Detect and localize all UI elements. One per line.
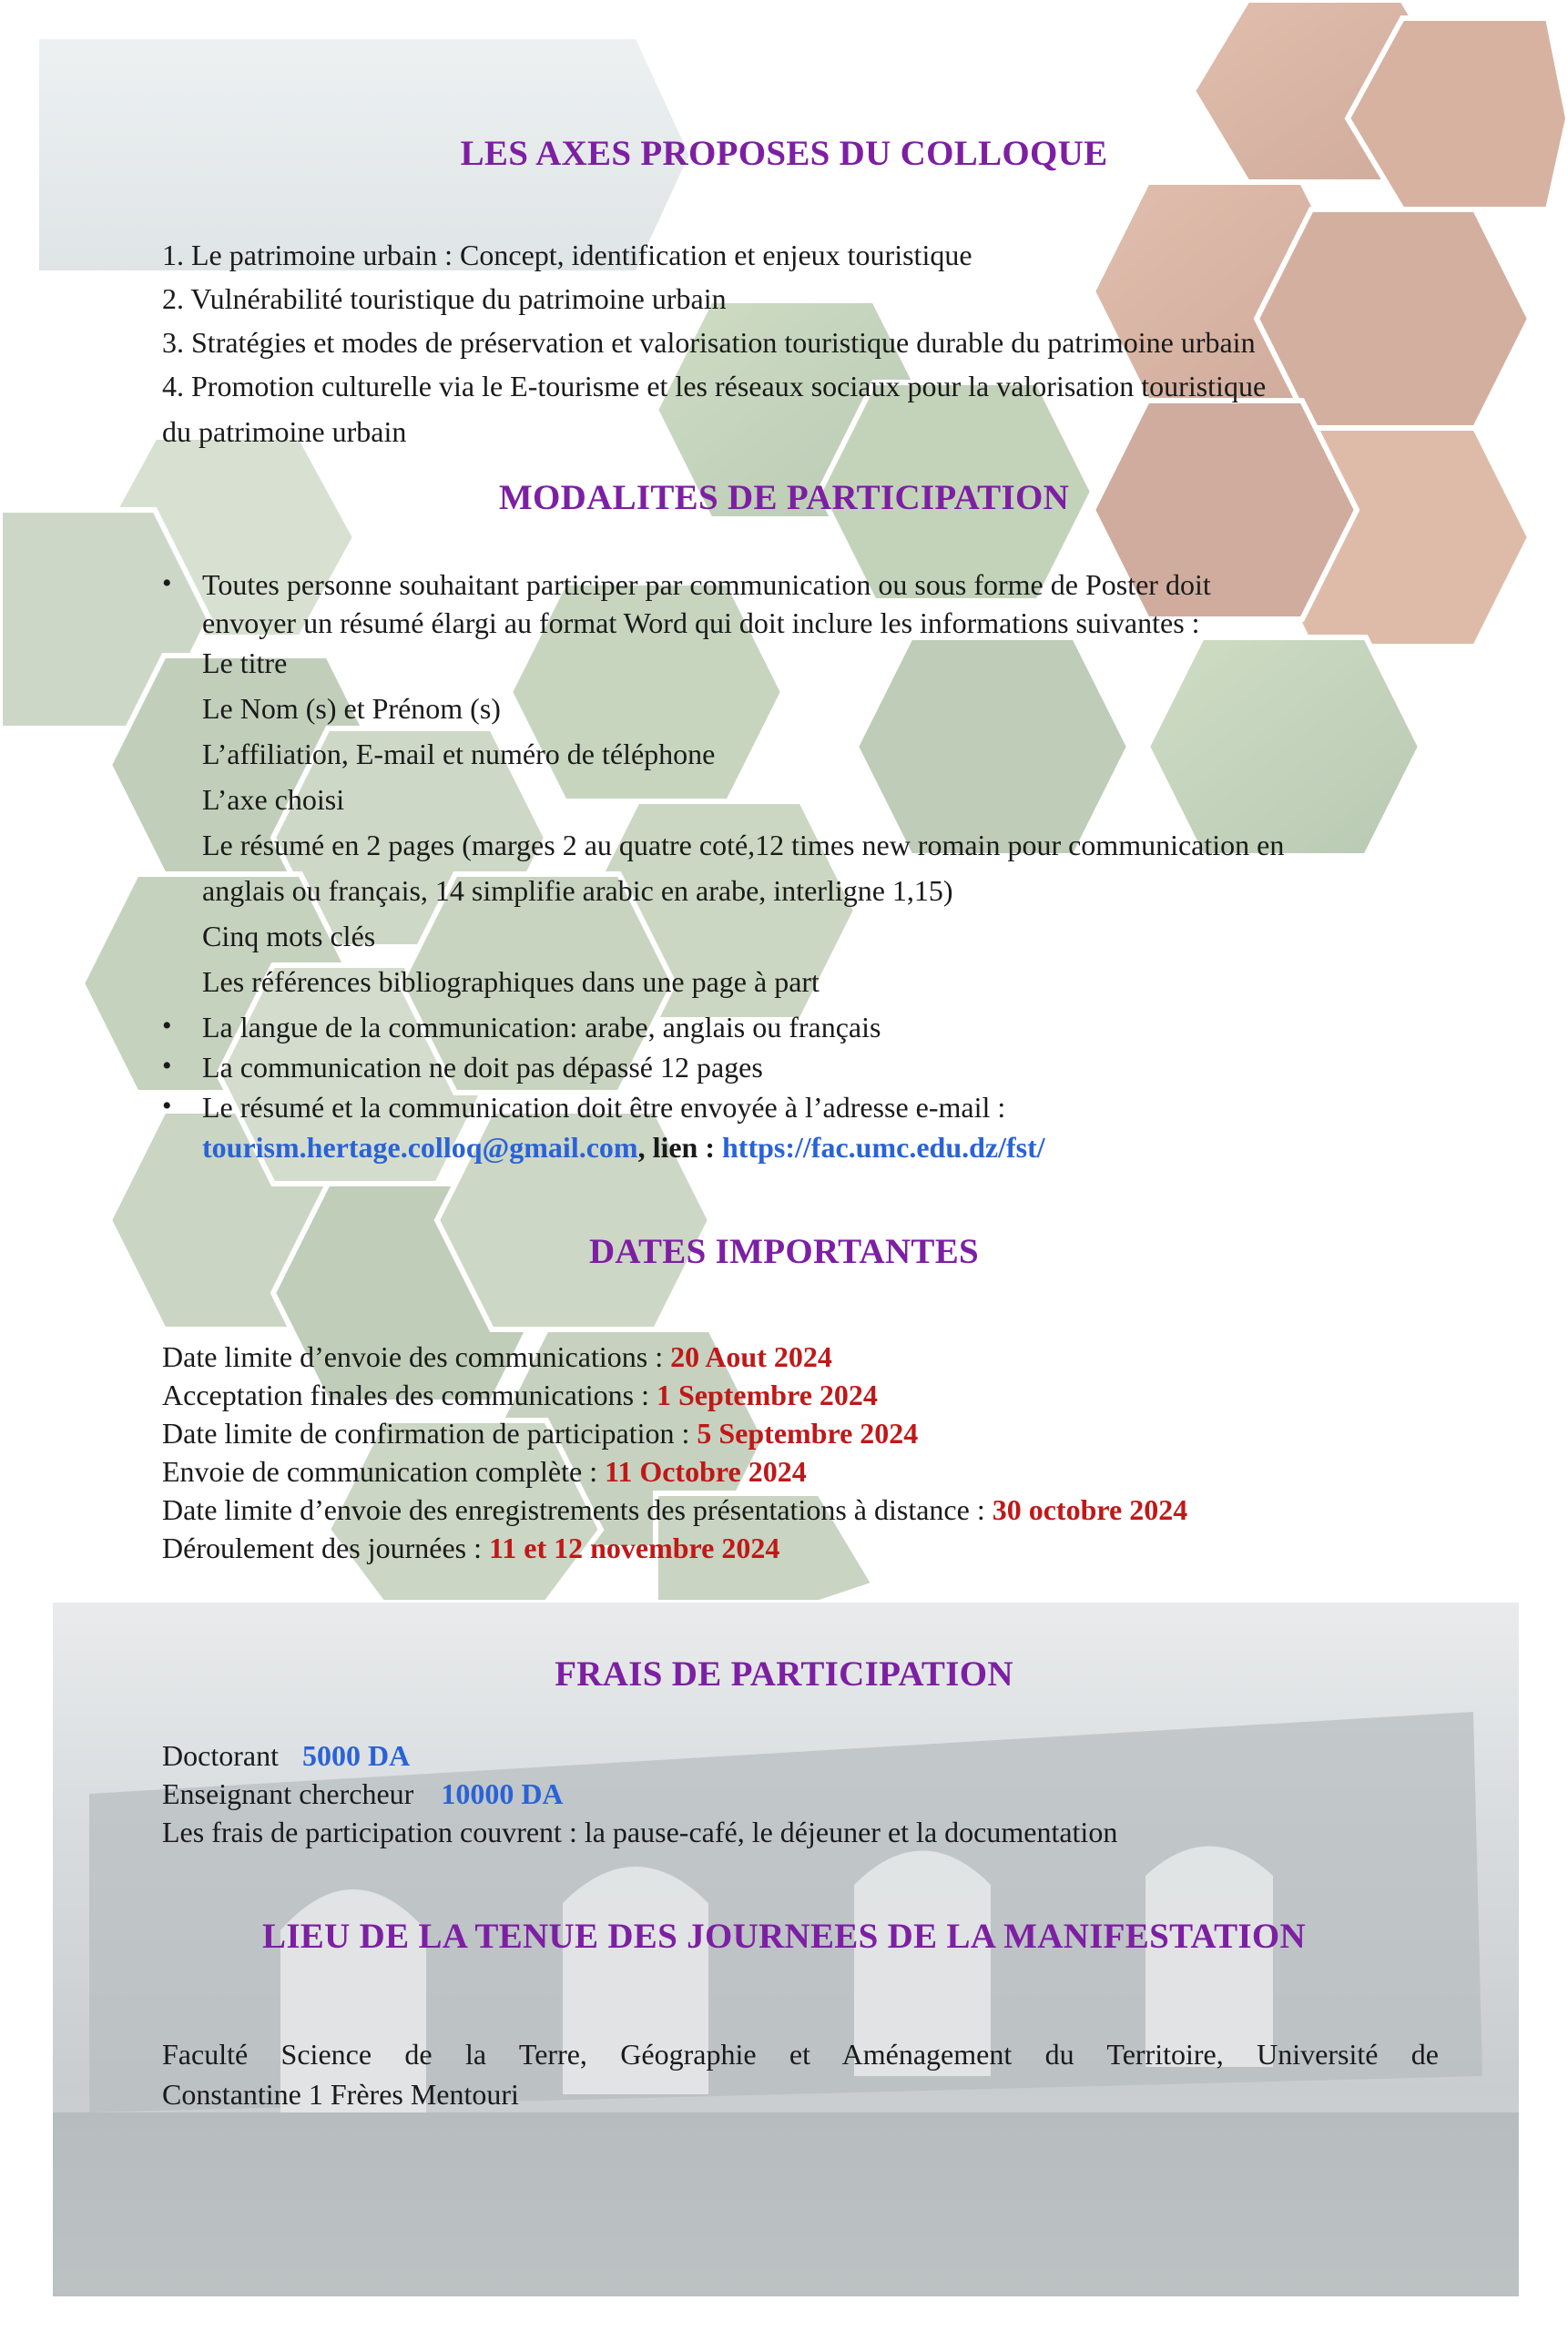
- bullet-icon: •: [162, 1051, 172, 1081]
- date-row: [162, 1491, 1187, 1528]
- modalites-sub-item: Les références bibliographiques dans une page à part: [202, 965, 820, 998]
- modalites-sub-item: L’axe choisi: [202, 783, 345, 816]
- date-row: [162, 1530, 779, 1566]
- date-value: 1 Septembre 2024: [656, 1379, 878, 1411]
- date-label: Déroulement des journées :: [162, 1532, 489, 1564]
- date-row: [162, 1415, 918, 1451]
- modalites-heading: MODALITES DE PARTICIPATION: [498, 478, 1070, 517]
- modalites-sub-item: L’affiliation, E-mail et numéro de téléphone: [202, 738, 716, 770]
- fee-value: 10000 DA: [441, 1777, 564, 1810]
- date-label: Acceptation finales des communications :: [162, 1379, 657, 1411]
- email-link[interactable]: tourism.hertage.colloq@gmail.com: [202, 1131, 638, 1164]
- fee-value: 5000 DA: [301, 1739, 411, 1772]
- bullet-icon: •: [162, 1011, 172, 1041]
- dates-heading: DATES IMPORTANTES: [588, 1232, 980, 1271]
- axes-item-1: 1. Le patrimoine urbain : Concept, identification et enjeux touristique: [162, 239, 972, 271]
- fee-row-enseignant: [162, 1776, 564, 1812]
- lieu-line-2: Constantine 1 Frères Mentouri: [162, 2078, 519, 2111]
- modalites-sub-item: Le Nom (s) et Prénom (s): [202, 692, 501, 725]
- date-row: [162, 1453, 807, 1490]
- axes-heading: LES AXES PROPOSES DU COLLOQUE: [460, 134, 1108, 173]
- axes-item-4: 4. Promotion culturelle via le E-tourisme et les réseaux sociaux pour la valorisation touristique: [162, 370, 1267, 402]
- fee-note: Les frais de participation couvrent : la pause-café, le déjeuner et la documentation: [162, 1816, 1118, 1848]
- modalites-sub-item: Le titre: [202, 646, 288, 679]
- lieu-line-1: Faculté Science de la Terre, Géographie et Aménagement du Territoire, Université de: [162, 2038, 1439, 2071]
- modalites-bullet-1-line-2: envoyer un résumé élargi au format Word qui doit inclure les informations suivantes :: [202, 606, 1200, 639]
- fee-label: Enseignant chercheur: [162, 1777, 414, 1810]
- modalites-sub-item: Le résumé en 2 pages (marges 2 au quatre coté,12 times new romain pour communication en: [202, 829, 1285, 861]
- modalites-bullet-4: Le résumé et la communication doit être envoyée à l’adresse e-mail :: [202, 1091, 1006, 1124]
- axes-item-2: 2. Vulnérabilité touristique du patrimoine urbain: [162, 282, 727, 315]
- website-link[interactable]: https://fac.umc.edu.dz/fst/: [722, 1131, 1045, 1164]
- axes-item-4-continuation: du patrimoine urbain: [162, 415, 407, 448]
- lieu-heading: LIEU DE LA TENUE DES JOURNEES DE LA MANIFESTATION: [262, 1917, 1306, 1956]
- date-value: 11 et 12 novembre 2024: [489, 1532, 780, 1564]
- link-label: , lien :: [637, 1131, 722, 1164]
- date-value: 11 Octobre 2024: [605, 1455, 807, 1488]
- axes-item-3: 3. Stratégies et modes de préservation et valorisation touristique durable du patrimoine urbain: [162, 326, 1256, 359]
- fee-label: Doctorant: [162, 1739, 279, 1772]
- frais-heading: FRAIS DE PARTICIPATION: [555, 1654, 1013, 1694]
- bullet-icon: •: [162, 568, 172, 598]
- bullet-icon: •: [162, 1091, 172, 1121]
- modalites-bullet-3: La communication ne doit pas dépassé 12 pages: [202, 1051, 763, 1084]
- date-label: Date limite d’envoie des enregistrements des présentations à distance :: [162, 1493, 993, 1526]
- modalites-bullet-2: La langue de la communication: arabe, anglais ou français: [202, 1011, 881, 1043]
- date-value: 5 Septembre 2024: [697, 1417, 919, 1450]
- date-value: 20 Aout 2024: [670, 1340, 832, 1373]
- contact-line: [202, 1129, 1045, 1166]
- modalites-sub-item: anglais ou français, 14 simplifie arabic en arabe, interligne 1,15): [202, 874, 953, 907]
- date-label: Envoie de communication complète :: [162, 1455, 606, 1488]
- date-label: Date limite de confirmation de participation :: [162, 1417, 697, 1450]
- fee-row-doctorant: [162, 1737, 410, 1774]
- modalites-sub-item: Cinq mots clés: [202, 920, 376, 952]
- modalites-bullet-1-line-1: Toutes personne souhaitant participer par communication ou sous forme de Poster doit: [202, 568, 1211, 601]
- date-value: 30 octobre 2024: [992, 1493, 1188, 1526]
- date-label: Date limite d’envoie des communications :: [162, 1340, 671, 1373]
- date-row: [162, 1377, 878, 1413]
- date-row: [162, 1339, 832, 1375]
